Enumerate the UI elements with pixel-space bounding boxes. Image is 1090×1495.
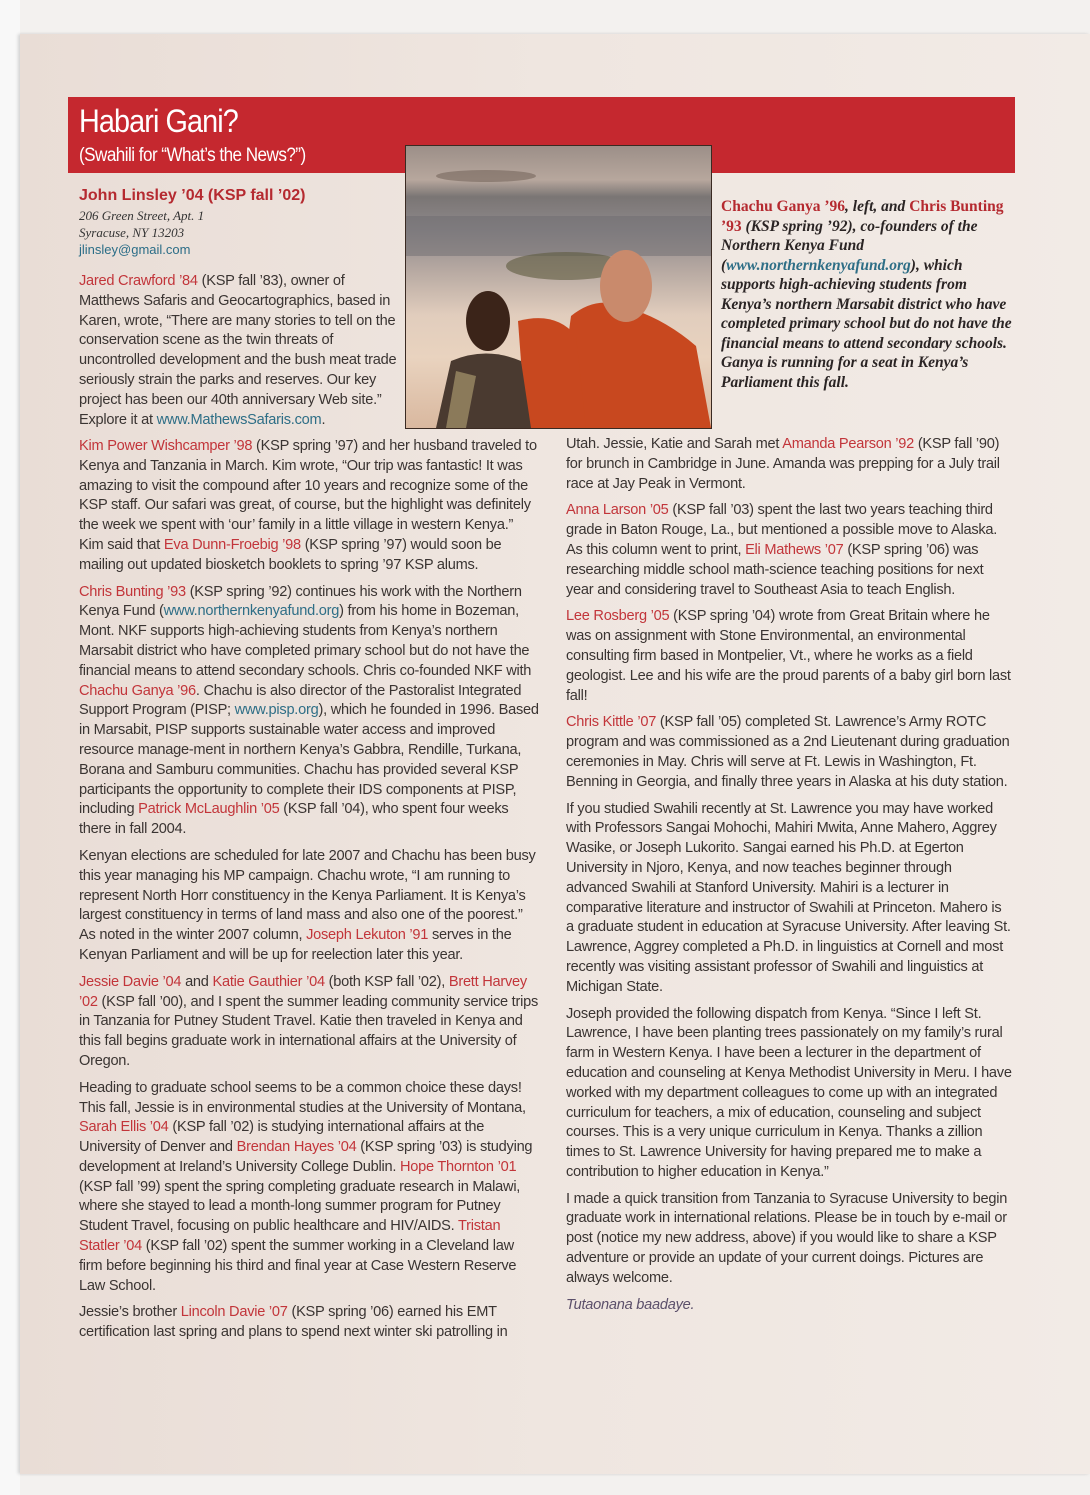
person-name: Tristan Statler ’04	[79, 1218, 501, 1255]
person-name: Chris Kittle ’07	[566, 714, 657, 731]
text-run: (KSP fall ’83), owner of Matthews Safaris and Geocartographics, based in Karen, wrote, “There are many stories to tell on the conservation scene as the twin threats of uncontrolled development and the bush meat trade seriously strain the parks and reserves. Our key project has been our 40th anniversary Web site.” Explore it at	[79, 273, 397, 428]
person-name: Lincoln Davie ’07	[180, 1304, 288, 1321]
address-line-2: Syracuse, NY 13203	[79, 225, 185, 240]
person-name: Amanda Pearson ’92	[782, 436, 915, 452]
paragraph	[566, 1296, 1012, 1316]
contact-block	[79, 187, 399, 430]
page-subtitle: (Swahili for “What’s the News?”)	[79, 145, 306, 166]
text-run: left, and	[852, 198, 910, 215]
web-link[interactable]: www.northernkenyafund.org	[163, 603, 340, 620]
text-run: (KSP spring ’06) earned his EMT certification last spring and plans to spend next winter ski patrolling in	[79, 1304, 508, 1341]
person-name: Anna Larson ’05	[566, 502, 669, 519]
text-run: ) from his home in Bozeman, Mont. NKF supports high-achieving students from Kenya’s northern Marsabit district who have completed primary school but do not have the financial means to attend secondary schools. Chris co-founded NKF with	[79, 603, 532, 679]
text-run: Kenyan elections are scheduled for late 2007 and Chachu has been busy this year managing his MP campaign. Chachu wrote, “I am running to represent North Horr constituency in the Kenya Parliament. It is Kenya’s largest constituency in terms of land mass and also one of the poorest.” As noted in the winter 2007 column,	[79, 847, 536, 944]
text-run: (KSP spring ’92), co-founders of the Northern Kenya Fund (	[721, 217, 978, 274]
text-run: Utah. Jessie, Katie and Sarah met	[566, 436, 783, 452]
paragraph	[566, 501, 1012, 600]
contact-email-link[interactable]: jlinsley@gmail.com	[79, 242, 191, 257]
page-edge	[0, 0, 20, 1495]
person-name: Eli Mathews ’07	[745, 541, 844, 558]
text-run: (both KSP fall ’02),	[324, 973, 449, 990]
person-name: Jared Crawford ’84	[79, 273, 198, 289]
paragraph	[79, 583, 539, 840]
web-link[interactable]: www.northernkenyafund.org	[726, 256, 911, 274]
paragraph	[566, 435, 1012, 494]
text-run: ), which supports high-achieving students from Kenya’s northern Marsabit district who have completed primary school but do not have the financial means to attend secondary schools. Ganya is running for a seat in Kenya’s Parliament this fall.	[721, 256, 1012, 391]
text-run: (KSP fall ’02) spent the summer working in a Cleveland law firm before beginning his third and final year at Case Western Reserve Law School.	[79, 1238, 517, 1294]
photo-caption	[721, 197, 1013, 392]
person-name: Chachu Ganya ’96	[79, 682, 196, 699]
text-run: serves in the Kenyan Parliament and will be up for reelection later this year.	[79, 927, 512, 963]
text-run: . Chachu is also director of the Pastoralist Integrated Support Program (PISP;	[79, 682, 522, 719]
paragraph	[566, 1005, 1012, 1183]
person-name: Katie Gauthier ’04	[212, 973, 325, 990]
person-name: Brendan Hayes ’04	[236, 1139, 357, 1156]
web-link[interactable]: www.pisp.org	[234, 702, 319, 719]
text-run: (KSP fall ’05) completed St. Lawrence’s Army ROTC program and was commissioned as a 2nd Lieutenant during graduation ceremonies in May. Chris will serve at Ft. Lewis in Washington, Ft. Benning in Georgia, and finally three years in Alaska at his duty station.	[566, 714, 1010, 790]
text-run: (KSP fall ’03) spent the last two years teaching third grade in Baton Rouge, La., but mentioned a possible move to Alaska. As this column went to print,	[566, 502, 998, 558]
text-run: and	[181, 973, 213, 990]
person-name: Chris Bunting ’93	[721, 198, 1004, 235]
text-run: Heading to graduate school seems to be a common choice these days! This fall, Jessie is in environmental studies at the University of Montana,	[79, 1079, 526, 1116]
person-name: Kim Power Wishcamper ’98	[79, 438, 253, 454]
text-run: I made a quick transition from Tanzania to Syracuse University to begin graduate work in international relations. Please be in touch by e-mail or post (notice my new address, above) if you would like to share a KSP adventure or provide an update of your current doings. Pictures are always welcome.	[566, 1190, 1008, 1286]
paragraph	[79, 847, 539, 966]
person-name: Chachu Ganya ’96	[721, 198, 846, 215]
text-run: Jessie’s brother	[79, 1304, 181, 1321]
photo	[405, 145, 712, 429]
address-line-1: 206 Green Street, Apt. 1	[79, 208, 205, 223]
photo-two-men-desert-icon	[406, 146, 711, 428]
left-column	[79, 437, 539, 1350]
text-run: (KSP fall ’04), who spent four weeks there in fall 2004.	[79, 801, 509, 838]
paragraph	[566, 713, 1012, 792]
text-run: (KSP spring ’97) and her husband traveled to Kenya and Tanzania in March. Kim wrote, “Our trip was fantastic! It was amazing to visit the compound after 10 years and recognize some of the KSP staff. Our safari was great, of course, but the highlight was definitely the week we spent with ‘our’ family in a little village in western Kenya.” Kim said that	[79, 438, 537, 553]
right-column	[566, 435, 1012, 1322]
paragraph	[79, 973, 539, 1072]
person-name: Joseph Lekuton ’91	[306, 927, 429, 944]
text-run: (KSP fall ’99) spent the spring completing graduate research in Malawi, where she stayed to lead a month-long summer program for Putney Student Travel, focusing on public healthcare and HIV/AIDS.	[79, 1178, 521, 1235]
person-name: Brett Harvey ’02	[79, 973, 527, 1010]
person-name: Chris Bunting ’93	[79, 583, 186, 600]
text-run: (KSP spring ’97) would soon be mailing out updated biosketch booklets to spring ’97 KSP alums.	[79, 536, 502, 573]
person-name: Sarah Ellis ’04	[79, 1119, 169, 1136]
text-run: (KSP spring ’92) continues his work with the Northern Kenya Fund (	[79, 583, 522, 620]
paragraph-jared-crawford	[79, 272, 401, 430]
person-name: Hope Thornton ’01	[399, 1158, 517, 1175]
person-name: Patrick McLaughlin ’05	[138, 801, 280, 818]
person-name: Jessie Davie ’04	[79, 973, 182, 990]
text-run: (KSP fall ’90) for brunch in Cambridge in June. Amanda was prepping for a July trail race at Jay Peak in Vermont.	[566, 436, 1000, 492]
paragraph	[566, 607, 1012, 706]
person-name: Eva Dunn-Froebig ’98	[163, 536, 301, 553]
paragraph	[79, 437, 539, 576]
text-run: (KSP spring ’06) was researching middle school math-science teaching positions for next year and considering travel to Southeast Asia to teach English.	[566, 541, 984, 598]
paragraph	[79, 1079, 539, 1297]
page-title: Habari Gani?	[79, 103, 238, 139]
text-run: If you studied Swahili recently at St. Lawrence you may have worked with Professors Sangai Mohochi, Mahiri Mwita, Anne Mahero, Aggrey Wasike, or Joseph Lukorito. Sangai earned his Ph.D. at Egerton University in Njoro, Kenya, and now teaches beginner through advanced Swahili at Stanford University. Mahiri is a lecturer in comparative literature and instructor of Swahili at Princeton. Mahero is a graduate student in education at Syracuse University. After leaving St. Lawrence, Aggrey completed a Ph.D. in linguistics at Cornell and most recently was visiting assistant professor of Swahili and linguistics at Michigan State.	[566, 800, 1011, 995]
comma: ,	[845, 198, 853, 215]
paragraph	[79, 1303, 539, 1343]
text-run: (KSP fall ’02) is studying international affairs at the University of Denver and	[79, 1119, 485, 1156]
paragraph	[566, 800, 1012, 998]
person-name: Lee Rosberg ’05	[566, 608, 670, 625]
sign-off: Tutaonana baadaye.	[566, 1296, 695, 1313]
text-run: (KSP spring ’04) wrote from Great Britain where he was on assignment with Stone Environmental, an environmental consulting firm based in Montpelier, Vt., where he works as a field geologist. Lee and his wife are the proud parents of a baby girl born last fall!	[566, 608, 1011, 704]
text-run: ), which he founded in 1996. Based in Marsabit, PISP supports sustainable water access and improved resource manage-ment in northern Kenya’s Gabbra, Rendille, Turkana, Borana and Samburu communities. Chachu has provided several KSP participants the opportunity to complete their IDS components at PISP, including	[79, 702, 539, 818]
web-link[interactable]: www.MathewsSafaris.com	[156, 411, 322, 428]
paragraph	[566, 1190, 1012, 1289]
contact-name: John Linsley ’04 (KSP fall ’02)	[79, 187, 306, 204]
text-run: Joseph provided the following dispatch from Kenya. “Since I left St. Lawrence, I have been planting trees passionately on my family’s rural farm in Western Kenya. I have been a lecturer in the department of education and counseling at Kenya Methodist University in Meru. I have worked with my department colleagues to come up with an integrated curriculum for teachers, a mix of education, counseling and subject courses. This is a very unique curriculum in Kenya. Thanks a zillion times to St. Lawrence University for having prepared me to make a contribution to higher education in Kenya.”	[566, 1005, 1012, 1180]
text-run: (KSP spring ’03) is studying development at Ireland’s University College Dublin.	[79, 1139, 533, 1175]
text-run: (KSP fall ’00), and I spent the summer leading community service trips in Tanzania for Putney Student Travel. Katie then traveled in Kenya and this fall begins graduate work in international affairs at the University of Oregon.	[79, 993, 538, 1069]
text-run: .	[321, 411, 326, 428]
